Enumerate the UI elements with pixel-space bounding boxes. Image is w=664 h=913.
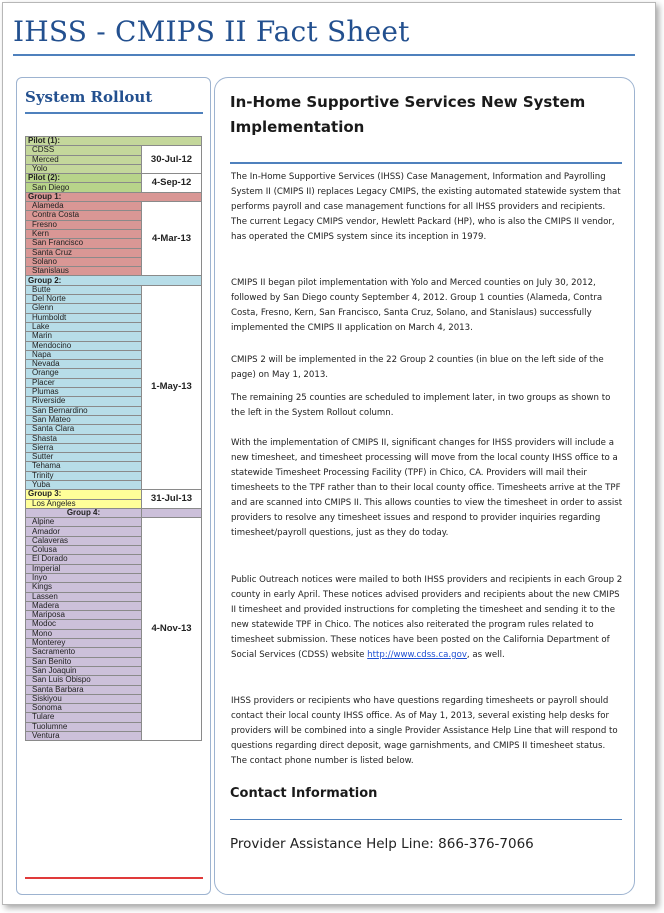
county-name: Yuba [26, 480, 142, 489]
county-name: Fresno [26, 220, 142, 229]
county-name: Imperial [26, 564, 142, 573]
county-name: Kings [26, 583, 142, 592]
cdss-website-link[interactable]: http://www.cdss.ca.gov [367, 650, 467, 660]
county-name: Riverside [26, 397, 142, 406]
county-name: CDSS [26, 146, 142, 155]
rollout-date: 31-Jul-13 [142, 490, 202, 509]
main-content-panel [214, 77, 635, 895]
county-name: Colusa [26, 546, 142, 555]
group-header-row [26, 174, 202, 183]
main-heading-rule [230, 162, 622, 164]
county-name: Alameda [26, 202, 142, 211]
group-header-row [26, 276, 202, 285]
county-name: Sutter [26, 453, 142, 462]
group-header-row [26, 490, 202, 499]
county-name: Santa Clara [26, 425, 142, 434]
rollout-date: 4-Mar-13 [142, 202, 202, 276]
county-name: Glenn [26, 304, 142, 313]
county-name: Del Norte [26, 295, 142, 304]
rollout-table [25, 136, 202, 741]
county-name: Amador [26, 527, 142, 536]
county-name: Santa Barbara [26, 685, 142, 694]
rollout-date: 4-Sep-12 [142, 174, 202, 193]
county-name: Shasta [26, 434, 142, 443]
rollout-heading: System Rollout [25, 88, 153, 106]
contact-rule [230, 819, 622, 820]
county-name: San Francisco [26, 239, 142, 248]
county-name: Santa Cruz [26, 248, 142, 257]
county-name: Alpine [26, 518, 142, 527]
paragraph-changes: With the implementation of CMIPS II, significant changes for IHSS providers will include a new timesheet, and timesheet processing will move from the local county IHSS office to a statewide Timesheet Processing Facility (TPF) in Chico, CA. Providers will mail their timesheets to the TPF rather than to their local county office. Timesheets arrive at the TPF and are scanned into CMIPS II. This allows counties to view the timesheet in order to assist providers to resolve any timesheet issues and respond to provider inquiries regarding timesheet/payroll questions, just as they do today. [231, 438, 623, 538]
county-name: Sacramento [26, 648, 142, 657]
county-name: El Dorado [26, 555, 142, 564]
paragraph-outreach [231, 573, 623, 663]
county-name: San Diego [26, 183, 142, 192]
county-name: Los Angeles [26, 499, 142, 508]
county-row [26, 285, 202, 294]
group-label: Pilot (2): [26, 174, 142, 183]
county-name: Tuolumne [26, 722, 142, 731]
county-name: San Mateo [26, 415, 142, 424]
county-name: Mendocino [26, 341, 142, 350]
main-heading: In-Home Supportive Services New System Implementation [230, 93, 586, 136]
outreach-text: Public Outreach notices were mailed to both IHSS providers and recipients in each Group 2 county in early April. These notices advised providers and recipients about the new CMIPS II timesheet and provided instructions for completing the timesheet and sending it to the new statewide TPF in Chico. The notices also reiterated the program rules related to timesheet submission. These notices have been posted on the California Department of Social Services (CDSS) website [231, 575, 623, 660]
group-header-filler [142, 508, 202, 517]
group-label: Group 3: [26, 490, 142, 499]
county-name: Siskiyou [26, 694, 142, 703]
county-row [26, 202, 202, 211]
title-rule [13, 54, 635, 56]
group-label: Pilot (1): [26, 137, 202, 146]
county-name: San Benito [26, 657, 142, 666]
outreach-text-end: , as well. [466, 650, 505, 660]
county-name: Humboldt [26, 313, 142, 322]
county-name: Lake [26, 322, 142, 331]
county-name: Lassen [26, 592, 142, 601]
county-name: Plumas [26, 388, 142, 397]
county-name: Placer [26, 378, 142, 387]
page-title: IHSS - CMIPS II Fact Sheet [13, 15, 410, 48]
county-name: San Bernardino [26, 406, 142, 415]
system-rollout-panel [16, 77, 211, 895]
county-name: Butte [26, 285, 142, 294]
county-name: Modoc [26, 620, 142, 629]
county-name: Merced [26, 155, 142, 164]
county-name: Tehama [26, 462, 142, 471]
county-name: Madera [26, 601, 142, 610]
county-name: Tulare [26, 713, 142, 722]
county-name: Trinity [26, 471, 142, 480]
paragraph-group2: CMIPS 2 will be implemented in the 22 Group 2 counties (in blue on the left side of the page) on May 1, 2013. [231, 355, 604, 380]
county-name: Orange [26, 369, 142, 378]
county-name: Solano [26, 257, 142, 266]
rollout-date: 1-May-13 [142, 285, 202, 490]
paragraph-intro: The In-Home Supportive Services (IHSS) Case Management, Information and Payrolling System II (CMIPS II) replaces Legacy CMIPS, the existing automated statewide system that performs payroll and case management functions for all IHSS providers and recipients. The current Legacy CMIPS vendor, Hewlett Packard (HP), who is also the CMIPS II vendor, has operated the CMIPS system since its inception in 1979. [231, 172, 621, 242]
county-name: Inyo [26, 573, 142, 582]
page-frame [2, 2, 656, 905]
county-name: Monterey [26, 639, 142, 648]
county-name: Calaveras [26, 536, 142, 545]
county-name: Napa [26, 350, 142, 359]
group-header-row [26, 508, 202, 517]
county-name: Sonoma [26, 704, 142, 713]
county-name: Kern [26, 229, 142, 238]
contact-heading: Contact Information [230, 786, 378, 801]
county-name: Mono [26, 629, 142, 638]
county-name: Stanislaus [26, 267, 142, 276]
county-name: Marin [26, 332, 142, 341]
group-label: Group 4: [26, 508, 142, 517]
group-header-row [26, 192, 202, 201]
group-header-row [26, 137, 202, 146]
paragraph-pilot: CMIPS II began pilot implementation with Yolo and Merced counties on July 30, 2012, followed by San Diego county September 4, 2012. Group 1 counties (Alameda, Contra Costa, Fresno, Kern, San Francisco, Santa Cruz, Solano, and Stanislaus) successfully implemented the CMIPS II application on March 4, 2013. [231, 278, 603, 333]
rollout-rule [25, 112, 203, 114]
county-name: Contra Costa [26, 211, 142, 220]
group-label: Group 1: [26, 192, 202, 201]
county-row [26, 518, 202, 527]
county-name: Ventura [26, 732, 142, 741]
county-name: Yolo [26, 164, 142, 173]
county-row [26, 146, 202, 155]
rollout-date: 30-Jul-12 [142, 146, 202, 174]
paragraph-helpdesk: IHSS providers or recipients who have questions regarding timesheets or payroll should contact their local county IHSS office. As of May 1, 2013, several existing help desks for providers will be combined into a single Provider Assistance Help Line that will respond to questions regarding direct deposit, wage garnishments, and CMIPS II timesheet status. The contact phone number is listed below. [231, 696, 618, 766]
county-name: San Joaquin [26, 666, 142, 675]
paragraph-remaining: The remaining 25 counties are scheduled to implement later, in two groups as shown to the left in the System Rollout column. [231, 393, 611, 418]
group-label: Group 2: [26, 276, 202, 285]
helpline-phone: Provider Assistance Help Line: 866-376-7066 [230, 836, 534, 852]
county-name: Nevada [26, 360, 142, 369]
county-name: San Luis Obispo [26, 676, 142, 685]
county-name: Mariposa [26, 611, 142, 620]
rollout-date: 4-Nov-13 [142, 518, 202, 741]
table-bottom-line [25, 877, 203, 879]
county-name: Sierra [26, 443, 142, 452]
